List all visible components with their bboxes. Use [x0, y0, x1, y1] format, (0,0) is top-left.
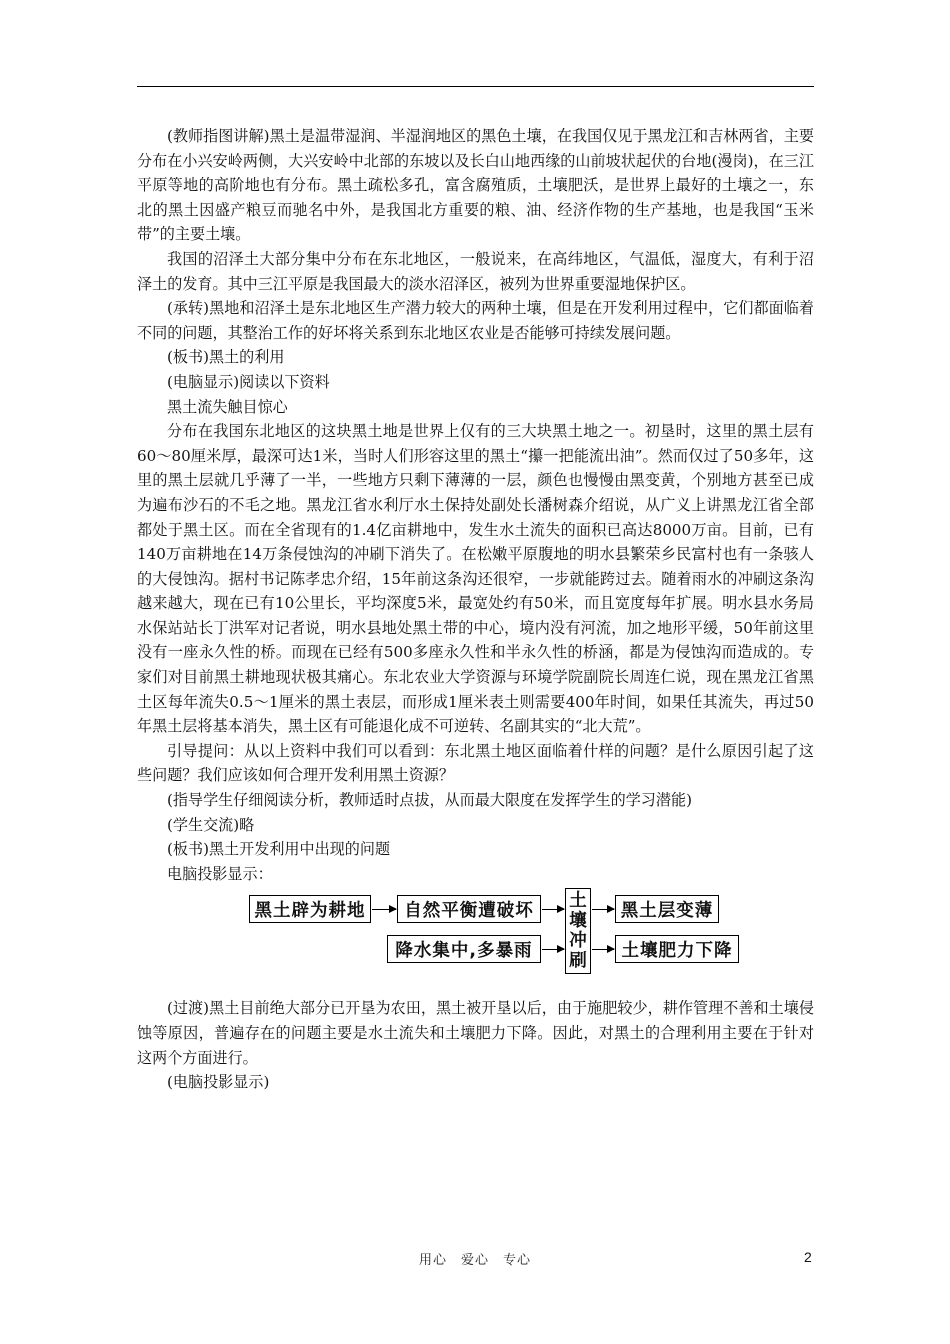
page-footer: 用心 爱心 专心 [418, 1253, 531, 1268]
arrow-icon [542, 909, 564, 910]
paragraph-computer-display: (电脑显示)阅读以下资料 [167, 372, 330, 391]
page-body [137, 124, 814, 1095]
arrow-icon [372, 909, 396, 910]
paragraph-transition-2: (过渡)黑土目前绝大部分已开垦为农田，黑土被开垦以后，由于施肥较少，耕作管理不善和土壤侵蚀等原因，普遍存在的问题主要是水土流失和土壤肥力下降。因此，对黑土的合理利用主要在于针对这两个方面进行。 [137, 999, 814, 1067]
diagram-box-cultivation: 黑土辟为耕地 [249, 895, 371, 923]
cause-effect-diagram [137, 888, 814, 990]
paragraph-marsh-soil: 我国的沼泽土大部分集中分布在东北地区，一般说来，在高纬地区，气温低，湿度大，有利于沼泽土的发育。其中三江平原是我国最大的淡水沼泽区，被列为世界重要湿地保护区。 [137, 249, 814, 293]
arrow-icon [592, 949, 614, 950]
paragraph-teacher-guidance: (指导学生仔细阅读分析，教师适时点拔，从而最大限度在发挥学生的学习潜能) [167, 791, 692, 810]
diagram-box-heavy-rain: 降水集中,多暴雨 [387, 935, 541, 963]
paragraph-transition: (承转)黑地和沼泽土是东北地区生产潜力较大的两种土壤，但是在开发利用过程中，它们都面临着不同的问题，其整治工作的好坏将关系到东北地区农业是否能够可持续发展问题。 [137, 299, 814, 342]
paragraph-black-soil-intro: (教师指图讲解)黑土是温带湿润、半湿润地区的黑色土壤，在我国仅见于黑龙江和吉林两省，主要分布在小兴安岭两侧，大兴安岭中北部的东坡以及长白山地西缘的山前坡状起伏的台地(漫岗)，在三江平原等地的高阶地也有分布。黑土疏松多孔，富含腐殖质，土壤肥沃，是世界上最好的土壤之一，东北的黑土因盛产粮豆而驰名中外，是我国北方重要的粮、油、经济作物的生产基地，也是我国“玉米带”的主要土壤。 [137, 127, 814, 244]
center-char: 壤 [569, 911, 587, 932]
diagram-box-soil-erosion [565, 888, 591, 974]
header-rule [137, 86, 814, 87]
center-char: 土 [569, 891, 587, 912]
arrow-icon [592, 909, 614, 910]
diagram-box-thinning: 黑土层变薄 [615, 895, 719, 923]
paragraph-guiding-questions: 引导提问：从以上资料中我们可以看到：东北黑土地区面临着什样的问题？是什么原因引起了这些问题？我们应该如何合理开发利用黑土资源？ [137, 741, 814, 785]
arrow-icon [542, 949, 564, 950]
paragraph-reading-material: 分布在我国东北地区的这块黑土地是世界上仅有的三大块黑土地之一。初垦时，这里的黑土层有60～80厘米厚，最深可达1米，当时人们形容这里的黑土“攥一把能流出油”。然而仅过了50多年，这里的黑土层就几乎薄了一半，一些地方只剩下薄薄的一层，颜色也慢慢由黑变黄，个别地方甚至已成为遍布沙石的不毛之地。黑龙江省水利厅水土保持处副处长潘树森介绍说，从广义上讲黑龙江省全部都处于黑土区。而在全省现有的1.4亿亩耕地中，发生水土流失的面积已高达8000万亩。目前，已有140万亩耕地在14万条侵蚀沟的冲刷下消失了。在松嫩平原腹地的明水县繁荣乡民富村也有一条骇人的大侵蚀沟。据村书记陈孝忠介绍，15年前这条沟还很窄，一步就能跨过去。随着雨水的冲刷这条沟越来越大，现在已有10公里长，平均深度5米，最宽处约有50米，而且宽度每年扩展。明水县水务局水保站站长丁洪军对记者说，明水县地处黑土带的中心，境内没有河流，加之地形平缓，50年前这里没有一座永久性的桥。而现在已经有500多座永久性和半永久性的桥涵，都是为侵蚀沟而造成的。专家们对目前黑土耕地现状极其痛心。东北农业大学资源与环境学院副院长周连仁说，现在黑龙江省黑土区每年流失0.5～1厘米的黑土表层，而形成1厘米表土则需要400年时间，如果任其流失，再过50年黑土层将基本消失，黑土区有可能退化成不可逆转、名副其实的“北大荒”。 [137, 422, 814, 736]
paragraph-projection-2: (电脑投影显示) [167, 1073, 270, 1092]
paragraph-projection-label: 电脑投影显示： [167, 864, 273, 883]
paragraph-board-note-1: (板书)黑土的利用 [167, 348, 285, 367]
paragraph-student-exchange: (学生交流)略 [167, 815, 255, 834]
paragraph-board-note-2: (板书)黑土开发利用中出现的问题 [167, 840, 391, 859]
center-char: 冲 [569, 931, 587, 952]
diagram-box-balance-broken: 自然平衡遭破坏 [397, 895, 541, 923]
diagram-box-fertility-decline: 土壤肥力下降 [615, 935, 739, 963]
page-number: 2 [804, 1249, 812, 1265]
reading-title: 黑土流失触目惊心 [167, 397, 288, 416]
center-char: 刷 [569, 951, 587, 972]
